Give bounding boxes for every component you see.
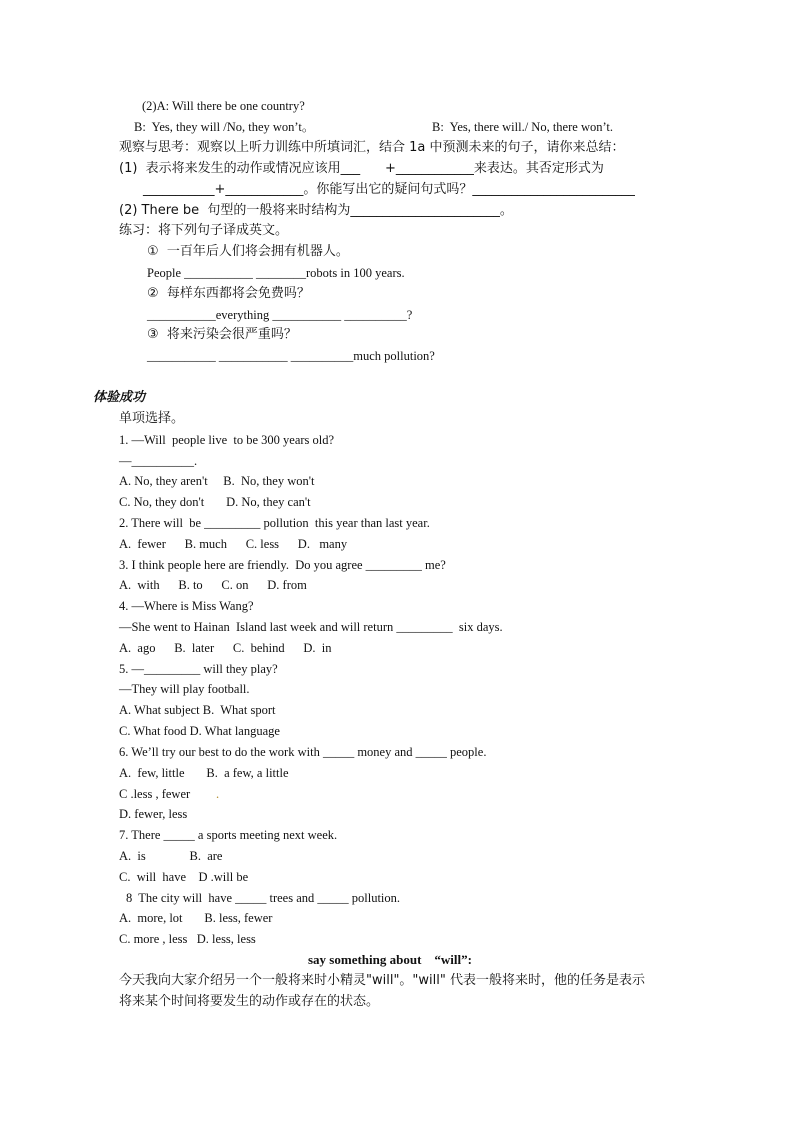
summary-point-2: (2) There be 句型的一般将来时结构为_______________________。	[119, 203, 513, 218]
translate-blank-1: People ___________ ________robots in 100 years.	[147, 266, 405, 280]
question-6-option-d: D. fewer, less	[119, 807, 188, 821]
stray-dot: .	[216, 787, 220, 801]
question-6-options-ab: A. few, little B. a few, a little	[119, 766, 289, 780]
question-5-cont: —They will play football.	[119, 682, 250, 696]
question-6: 6. We’ll try our best to do the work with _____ money and _____ people.	[119, 745, 487, 759]
question-8-options-cd: C. more , less D. less, less	[119, 932, 256, 946]
question-8: 8 The city will have _____ trees and _____ pollution.	[126, 891, 401, 905]
question-3: 3. I think people here are friendly. Do you agree _________ me?	[119, 558, 446, 572]
summary-point-1: (1) 表示将来发生的动作或情况应该用___ +____________来表达。其否定形式为	[119, 161, 604, 176]
translate-item-2: ② 每样东西都将会免费吗？	[147, 286, 310, 301]
question-4: 4. —Where is Miss Wang?	[119, 599, 254, 613]
question-1-blank: —__________.	[119, 454, 198, 468]
question-5-options-cd: C. What food D. What language	[119, 724, 280, 738]
question-2-options: A. fewer B. much C. less D. many	[119, 537, 348, 551]
dialogue-question: (2)A: Will there be one country?	[142, 99, 305, 113]
translate-item-1: ① 一百年后人们将会拥有机器人。	[147, 244, 349, 259]
question-3-options: A. with B. to C. on D. from	[119, 578, 307, 592]
single-choice-heading: 单项选择。	[119, 411, 185, 426]
translate-item-3: ③ 将来污染会很严重吗？	[147, 327, 297, 342]
will-intro-line-2: 将来某个时间将要发生的动作或存在的状态。	[119, 994, 380, 1009]
question-4-options: A. ago B. later C. behind D. in	[119, 641, 332, 655]
dialogue-answer-b: B: Yes, there will./ No, there won’t.	[432, 120, 614, 134]
question-2: 2. There will be _________ pollution this year than last year.	[119, 516, 430, 530]
dialogue-answer-a: B: Yes, they will /No, they won’t。	[134, 120, 315, 134]
question-8-options-ab: A. more, lot B. less, fewer	[119, 911, 273, 925]
will-section-heading: say something about “will”:	[308, 952, 472, 967]
translate-blank-2: ___________everything ___________ __________?	[147, 308, 413, 322]
question-6-option-c: C .less , fewer	[119, 787, 191, 801]
summary-point-1-cont: ___________+____________。你能写出它的疑问句式吗？_________________________	[143, 182, 635, 197]
question-1: 1. —Will people live to be 300 years old?	[119, 433, 335, 447]
question-7: 7. There _____ a sports meeting next week.	[119, 828, 338, 842]
question-5: 5. —_________ will they play?	[119, 662, 278, 676]
question-4-cont: —She went to Hainan Island last week and will return _________ six days.	[119, 620, 503, 634]
question-1-options-cd: C. No, they don't D. No, they can't	[119, 495, 311, 509]
observe-think-heading: 观察与思考：观察以上听力训练中所填词汇，结合 1a 中预测未来的句子，请你来总结：	[119, 140, 625, 155]
translate-blank-3: ___________ ___________ __________much pollution?	[147, 349, 435, 363]
will-intro-line-1: 今天我向大家介绍另一个一般将来时小精灵"will"。"will" 代表一般将来时，他的任务是表示	[119, 973, 645, 988]
exercise-heading: 练习：将下列句子译成英文。	[119, 223, 289, 238]
question-7-options-cd: C. will have D .will be	[119, 870, 249, 884]
question-5-options-ab: A. What subject B. What sport	[119, 703, 276, 717]
question-1-options-ab: A. No, they aren't B. No, they won't	[119, 474, 315, 488]
question-7-options-ab: A. is B. are	[119, 849, 223, 863]
section-heading-success: 体验成功	[93, 390, 146, 405]
